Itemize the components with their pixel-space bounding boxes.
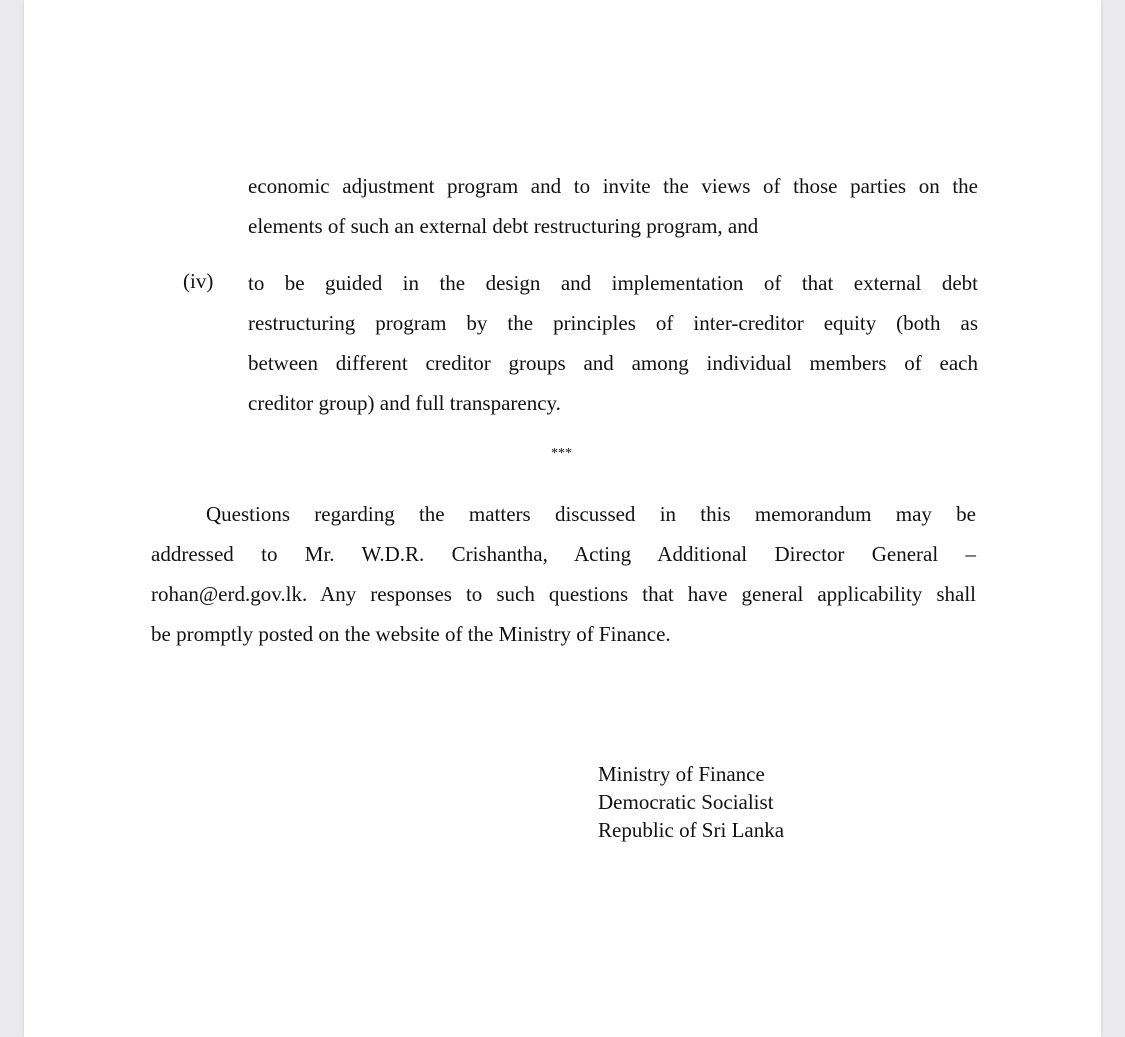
signature-block [598,760,784,844]
paragraph-line: addressed to Mr. W.D.R. Crishantha, Acting Additional Director General – [151,542,976,566]
list-item-label: (iv) [183,269,214,293]
paragraph-line: economic adjustment program and to invite the views of those parties on the [248,174,978,198]
document-page [24,0,1101,1037]
paragraph-line: to be guided in the design and implementation of that external debt [248,271,978,295]
paragraph-line: rohan@erd.gov.lk. Any responses to such questions that have general applicability shall [151,582,976,606]
list-item-text [248,263,978,423]
paragraph-line: Questions regarding the matters discussed in this memorandum may be [206,502,976,526]
paragraph-line: be promptly posted on the website of the Ministry of Finance. [151,622,671,646]
section-separator: *** [551,446,572,461]
signature-line: Ministry of Finance [598,762,765,786]
paragraph-line: creditor group) and full transparency. [248,391,561,415]
paragraph-line: between different creditor groups and among individual members of each [248,351,978,375]
paragraph-line: restructuring program by the principles of inter-creditor equity (both as [248,311,978,335]
signature-line: Democratic Socialist [598,790,774,814]
questions-paragraph [151,494,976,654]
signature-line: Republic of Sri Lanka [598,818,785,842]
paragraph-line: elements of such an external debt restructuring program, and [248,214,759,238]
continued-paragraph [248,166,978,246]
